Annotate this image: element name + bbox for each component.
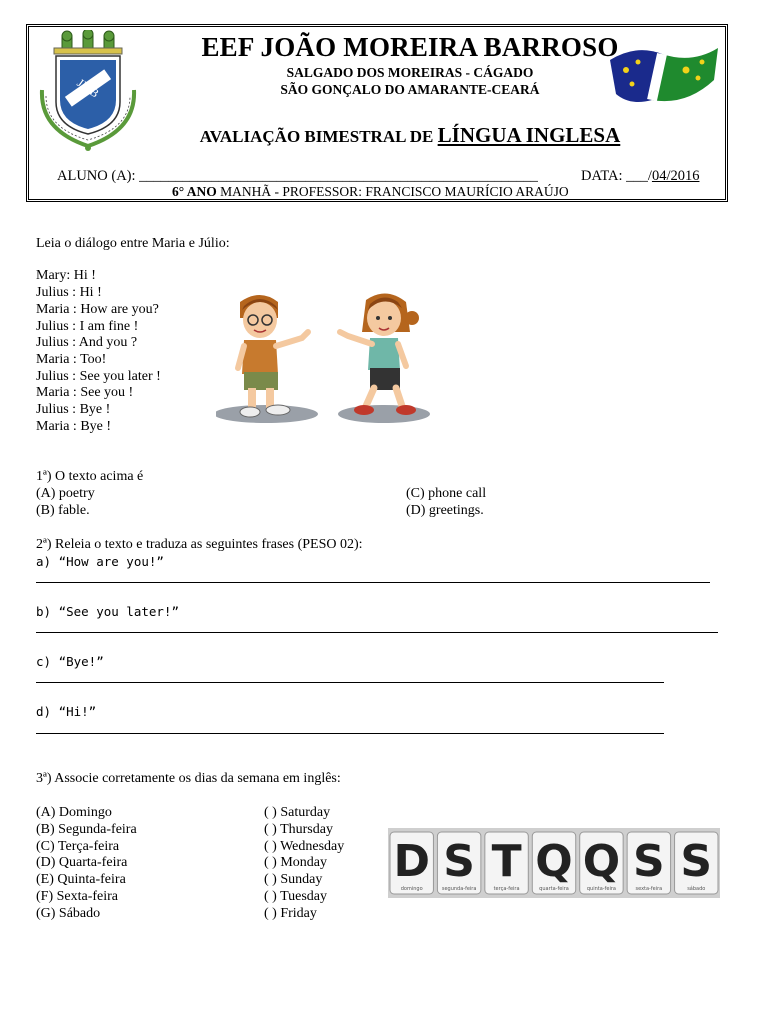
q2-item-a-text: a) “How are you!” xyxy=(36,554,164,569)
weekday-block-word: sábado xyxy=(687,886,706,892)
class-info xyxy=(172,184,569,200)
answer-line-d[interactable] xyxy=(36,733,664,734)
intro-text: Leia o diálogo entre Maria e Júlio: xyxy=(36,236,230,251)
evaluation-title-prefix: AVALIAÇÃO BIMESTRAL DE xyxy=(199,127,438,146)
dialog-line: Julius : I am fine ! xyxy=(36,319,139,334)
weekday-block-word: terça-feira xyxy=(493,886,520,892)
weekday-block-letter: S xyxy=(443,836,475,887)
evaluation-title xyxy=(140,123,680,148)
class-teacher: MANHÃ - PROFESSOR: FRANCISCO MAURÍCIO ARAÚJO xyxy=(216,184,569,199)
location-line-1: SALGADO DOS MOREIRAS - CÁGADO xyxy=(286,65,534,80)
weekday-block-letter: Q xyxy=(535,836,573,887)
q3-left-item: (B) Segunda-feira xyxy=(36,822,137,837)
school-name: EEF JOÃO MOREIRA BARROSO xyxy=(201,32,619,62)
children-talking-illustration xyxy=(216,288,432,434)
q2-item-d-text: d) “Hi!” xyxy=(36,704,97,719)
weekday-block-word: quarta-feira xyxy=(539,886,569,892)
q2-item-b-text: b) “See you later!” xyxy=(36,604,179,619)
dialog-line: Maria : Too! xyxy=(36,352,107,367)
date-label: DATA: ___/ xyxy=(581,168,652,184)
q3-left-item: (A) Domingo xyxy=(36,805,112,820)
q3-left-item: (D) Quarta-feira xyxy=(36,855,128,870)
q3-right-item[interactable]: ( ) Friday xyxy=(264,906,317,921)
q1-option-d[interactable]: (D) greetings. xyxy=(406,503,484,518)
student-name-field[interactable]: ALUNO (A): _______________________________________________________ xyxy=(57,168,538,184)
weekday-block-letter: Q xyxy=(582,836,621,887)
weekday-block-letter: S xyxy=(680,836,713,887)
answer-line-a[interactable] xyxy=(36,582,710,583)
q1-option-b[interactable]: (B) fable. xyxy=(36,503,90,518)
q2-item-b xyxy=(36,604,179,621)
school-crest-icon xyxy=(34,30,142,152)
question-2-prompt: 2ª) Releia o texto e traduza as seguintes frases (PESO 02): xyxy=(36,537,363,552)
q3-right-item[interactable]: ( ) Sunday xyxy=(264,872,323,887)
q2-item-c-text: c) “Bye!” xyxy=(36,654,104,669)
q3-left-item: (G) Sábado xyxy=(36,906,101,921)
question-3-prompt: 3ª) Associe corretamente os dias da semana em inglês: xyxy=(36,771,341,786)
answer-line-c[interactable] xyxy=(36,682,664,683)
q2-item-c xyxy=(36,654,104,671)
date-value: 04/2016 xyxy=(651,168,700,184)
weekday-block-word: domingo xyxy=(400,886,423,892)
q3-left-item: (E) Quinta-feira xyxy=(36,872,126,887)
dialog-line: Maria : How are you? xyxy=(36,302,159,317)
q3-right-item[interactable]: ( ) Wednesday xyxy=(264,839,345,854)
q2-item-a xyxy=(36,554,164,571)
crest-monogram: JMB xyxy=(74,75,102,101)
date-field[interactable] xyxy=(581,168,699,185)
weekday-blocks-image xyxy=(388,828,720,898)
answer-line-b[interactable] xyxy=(36,632,718,633)
q3-right-item[interactable]: ( ) Tuesday xyxy=(264,889,328,904)
weekday-block-word: sexta-feira xyxy=(635,886,663,892)
weekday-block-letter: D xyxy=(393,836,430,887)
q1-option-a[interactable]: (A) poetry xyxy=(36,486,95,501)
question-1-prompt: 1ª) O texto acima é xyxy=(36,469,144,484)
q3-left-item: (C) Terça-feira xyxy=(36,839,120,854)
q3-right-item[interactable]: ( ) Monday xyxy=(264,855,327,870)
evaluation-subject: LÍNGUA INGLESA xyxy=(437,123,621,147)
q2-item-d xyxy=(36,704,96,721)
grade-label: 6° ANO xyxy=(172,184,217,199)
dialog-line: Mary: Hi ! xyxy=(36,268,96,283)
dialog-line: Julius : Hi ! xyxy=(36,285,102,300)
dialog-line: Maria : Bye ! xyxy=(36,419,112,434)
dialog-line: Julius : See you later ! xyxy=(36,369,161,384)
weekday-block-word: quinta-feira xyxy=(586,886,616,892)
dialog-line: Maria : See you ! xyxy=(36,385,134,400)
q3-left-item: (F) Sexta-feira xyxy=(36,889,119,904)
weekday-block-word: segunda-feira xyxy=(441,886,477,892)
weekday-block-letter: T xyxy=(491,836,522,887)
weekday-block-letter: S xyxy=(633,836,665,887)
q1-option-c[interactable]: (C) phone call xyxy=(406,486,487,501)
q3-right-item[interactable]: ( ) Saturday xyxy=(264,805,331,820)
q3-right-item[interactable]: ( ) Thursday xyxy=(264,822,333,837)
location-line-2: SÃO GONÇALO DO AMARANTE-CEARÁ xyxy=(280,82,540,97)
dialog-line: Julius : Bye ! xyxy=(36,402,111,417)
dialog-line: Julius : And you ? xyxy=(36,335,138,350)
